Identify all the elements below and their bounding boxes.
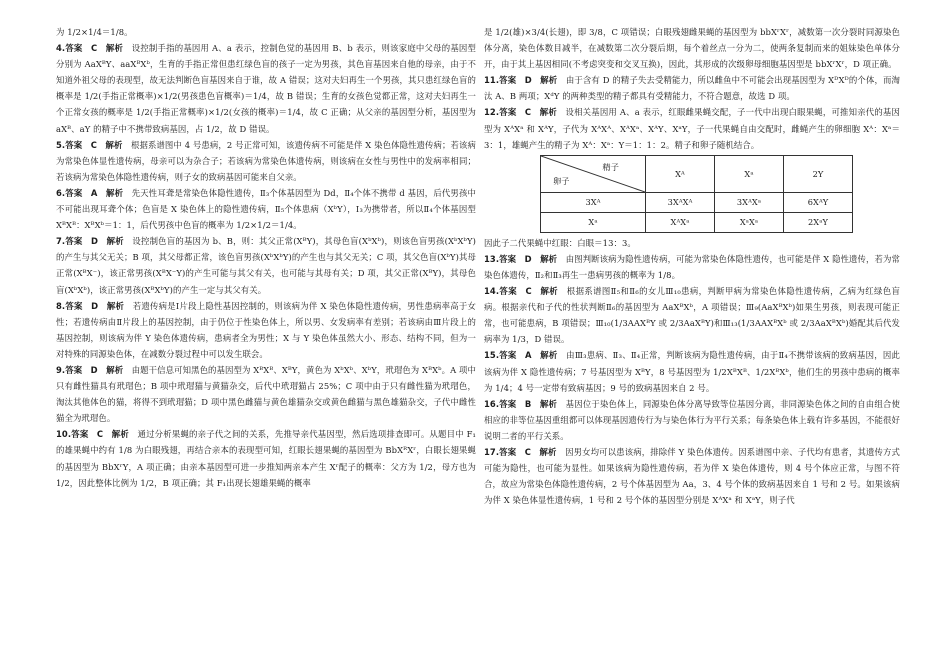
paragraph-text: 由Ⅲ₃患病、Ⅱ₃、Ⅱ₄正常，判断该病为隐性遗传病，由于Ⅱ₄不携带该病的致病基因，因此该病为伴 X 隐性遗传病；7 号基因型为 XᴮY，8 号基因型为 1/2XᴮXᴮ、1/2XᴮXᵇ，他们生的男孩中患病的概率为 1/4；4 号一定带有致病基因；9 号的致病基因来自 2 号。 bbox=[484, 350, 901, 393]
analysis-label: 解析 bbox=[540, 75, 558, 86]
answer-paragraph bbox=[56, 185, 476, 233]
answer-letter: D bbox=[524, 75, 532, 86]
question-number: 16.答案 bbox=[484, 398, 517, 409]
paragraph-text: 是 1/2(雄)×3/4(长翅)，即 3/8，C 项错误；白眼残翅雌果蝇的基因型为 bbXʳXʳ，减数第一次分裂时同源染色体分离，染色体数目减半，在减数第二次分裂后期，每个着丝点一分为二，使两条复制而来的姐妹染色单体分开，由于其上基因相同(不考虑突变和交叉互换)，因此，其形成的次级卵母细胞基因型是 bbXʳXʳ，D 项正确。 bbox=[484, 27, 900, 70]
answer-paragraph bbox=[56, 24, 476, 40]
table-cell: 3XᴬXᴬ bbox=[646, 192, 715, 212]
answer-paragraph bbox=[484, 444, 900, 508]
col-header: Xᴬ bbox=[646, 155, 715, 192]
question-number: 14.答案 bbox=[484, 286, 517, 297]
answer-letter: D bbox=[90, 236, 99, 247]
question-number: 4.答案 bbox=[56, 43, 83, 54]
table-row bbox=[541, 212, 853, 232]
answer-paragraph bbox=[56, 298, 476, 362]
analysis-label: 解析 bbox=[105, 43, 124, 54]
question-number: 13.答案 bbox=[484, 253, 517, 264]
analysis-label: 解析 bbox=[105, 187, 124, 198]
analysis-label: 解析 bbox=[539, 446, 557, 457]
paragraph-text: 因此子二代果蝇中红眼：白眼＝13：3。 bbox=[484, 237, 636, 248]
analysis-label: 解析 bbox=[540, 253, 558, 264]
question-number: 8.答案 bbox=[56, 300, 83, 311]
analysis-label: 解析 bbox=[105, 139, 123, 150]
corner-sperm-label: 精子 bbox=[602, 161, 619, 172]
answer-letter: C bbox=[524, 107, 532, 118]
question-number: 12.答案 bbox=[484, 107, 517, 118]
answer-paragraph bbox=[484, 251, 900, 283]
left-column bbox=[56, 24, 476, 491]
answer-paragraph bbox=[56, 137, 476, 185]
paragraph-text: 因男女均可以患该病，排除伴 Y 染色体遗传。因系谱图中亲、子代均有患者，其遗传方式可能为隐性，也可能为显性。如果该病为隐性遗传病，若为伴 X 染色体遗传，则 4 号个体应正常，与图不符合，故应为常染色体隐性遗传病，2 号个体基因型为 Aa，3、4 号个体的致病基因来自 1 号和 2 号。如果该病为伴 X 染色体显性遗传病，1 号和 2 号个体的基因型分别是 XᴬXᵃ 和 XᵃY，则子代 bbox=[484, 446, 901, 506]
punnett-corner bbox=[541, 155, 646, 192]
table-cell: 3XᴬXᵃ bbox=[715, 192, 784, 212]
answer-letter: C bbox=[96, 429, 104, 440]
question-number: 6.答案 bbox=[56, 187, 83, 198]
paragraph-text: 通过分析果蝇的亲子代之间的关系，先推导亲代基因型，然后选项排查即可。从题目中 F₁的雄果蝇中约有 1/8 为白眼残翅，再结合亲本的表现型可知，红眼长翅果蝇的基因型为 BbXᴿXʳ，白眼长翅果蝇的基因型为 BbXʳY，A 项正确；由亲本基因型可进一步推知两亲本产生 Xʳ配子的概率：父方为 1/2，母方也为 1/2，因此整体比例为 1/2，B 项正确；其 F₁出现长翅雄果蝇的概率 bbox=[56, 429, 476, 488]
paragraph-text: 设控制手指的基因用 A、a 表示，控制色觉的基因用 B、b 表示，则该家庭中父母的基因型分别为 AaXᴮY、aaXᴮXᵇ，生育的手指正常但患红绿色盲的孩子一定为男孩，其色盲基因来自他的母亲，由于不知道外祖父母的表现型，故无法判断色盲基因来自于谁，故 A 错误；这对夫妇再生一个男孩，其只患红绿色盲的概率是 1/2(手指正常概率)×1/2(男孩患色盲概率)＝1/4，故 B 错误；生育的女孩色觉都正常，这对夫妇再生一个正常女孩的概率是 1/2(手指正常概率)×1/2(女孩的概率)＝1/4，故 C 正确；从父亲的基因型分析，基因型为 aXᴮ、aY 的精子中不携带致病基因，占 1/2，故 D 错误。 bbox=[56, 43, 477, 134]
col-header: 2Y bbox=[784, 155, 853, 192]
answer-letter: A bbox=[525, 350, 532, 361]
row-header: Xᵃ bbox=[541, 212, 646, 232]
corner-egg-label: 卵子 bbox=[553, 175, 570, 186]
answer-letter: D bbox=[91, 300, 99, 311]
answer-letter: D bbox=[90, 364, 98, 375]
analysis-label: 解析 bbox=[106, 364, 124, 375]
answer-paragraph bbox=[484, 235, 900, 251]
row-header: 3Xᴬ bbox=[541, 192, 646, 212]
table-cell: 2XᵃY bbox=[784, 212, 853, 232]
answer-paragraph bbox=[56, 233, 476, 297]
paragraph-text: 先天性耳聋是常染色体隐性遗传，Ⅱ₃个体基因型为 Dd，Ⅱ₄个体不携带 d 基因，后代男孩中不可能出现耳聋个体；色盲是 X 染色体上的隐性遗传病，Ⅱ₅个体患病（XᵇY），Ⅰ₃为携带者，所以Ⅱ₄个体基因型 XᴮXᴮ：XᴮXᵇ＝1：1，后代男孩中色盲的概率为 1/2×1/2＝1/4。 bbox=[56, 187, 476, 231]
paragraph-text: 为 1/2×1/4＝1/8。 bbox=[56, 27, 133, 37]
paragraph-text: 根据系谱图中 4 号患病，2 号正常可知，该遗传病不可能是伴 X 染色体隐性遗传病；若该病为常染色体显性遗传病，母亲可以为杂合子；若该病为常染色体遗传病，则该病在女性与男性中的发病率相同；若该病为常染色体隐性遗传病，则子女的致病基因可能来自父亲。 bbox=[56, 139, 476, 182]
answer-letter: A bbox=[90, 187, 98, 198]
paragraph-text: 设控制色盲的基因为 b、B，则：其父正常(XᴮY)，其母色盲(XᵇXᵇ)，则该色盲男孩(XᵇXᵇY)的产生与其父无关；B 项，其父母都正常，该色盲男孩(XᵇXᵇY)的产生也与其父无关；C 项，其父色盲(XᵇY)其母正常(XᴮX⁻)，该正常男孩(XᴮX⁻Y)的产生可能与其父有关，也可能与其母有关；D 项，其父正常(XᴮY)，其母色盲(XᵇXᵇ)，该正常男孩(XᴮXᵇY)的产生一定与其父有关。 bbox=[56, 236, 476, 295]
question-number: 11.答案 bbox=[484, 75, 517, 86]
analysis-label: 解析 bbox=[539, 398, 558, 409]
answer-paragraph bbox=[484, 104, 900, 152]
answer-letter: C bbox=[525, 286, 532, 297]
question-number: 7.答案 bbox=[56, 236, 83, 247]
punnett-square bbox=[540, 155, 853, 233]
answer-letter: C bbox=[90, 139, 97, 150]
table-cell: XᵃXᵃ bbox=[715, 212, 784, 232]
answer-letter: C bbox=[524, 446, 531, 457]
analysis-label: 解析 bbox=[540, 350, 558, 361]
answer-paragraph bbox=[484, 24, 900, 72]
analysis-label: 解析 bbox=[111, 429, 129, 440]
right-column-top bbox=[484, 24, 900, 153]
analysis-label: 解析 bbox=[106, 300, 125, 311]
analysis-label: 解析 bbox=[106, 236, 124, 247]
analysis-label: 解析 bbox=[539, 107, 557, 118]
question-number: 10.答案 bbox=[56, 429, 89, 440]
answer-paragraph bbox=[56, 426, 476, 490]
paragraph-text: 设相关基因用 A、a 表示，红眼雌果蝇交配，子一代中出现白眼果蝇，可推知亲代的基因型为 XᴬXᵃ 和 XᴬY，子代为 XᴬXᴬ、XᴬXᵃ、XᴬY、XᵃY，子一代果蝇自由交配时，雌蝇产生的卵细胞 Xᴬ：Xᵃ＝3：1，雄蝇产生的精子为 Xᴬ：Xᵃ：Y＝1：1：2。精子和卵子随机结合。 bbox=[484, 107, 900, 150]
answer-paragraph bbox=[484, 283, 900, 347]
question-number: 15.答案 bbox=[484, 350, 517, 361]
question-number: 5.答案 bbox=[56, 139, 83, 150]
question-number: 9.答案 bbox=[56, 364, 83, 375]
table-row bbox=[541, 192, 853, 212]
question-number: 17.答案 bbox=[484, 446, 517, 457]
answer-paragraph bbox=[484, 72, 900, 104]
answer-paragraph bbox=[484, 396, 900, 444]
right-column bbox=[484, 24, 900, 508]
paragraph-text: 由图判断该病为隐性遗传病，可能为常染色体隐性遗传，也可能是伴 X 隐性遗传，若为常染色体遗传，Ⅱ₂和Ⅱ₃再生一患病男孩的概率为 1/8。 bbox=[484, 253, 900, 280]
paragraph-text: 若遗传病是Ⅰ片段上隐性基因控制的，则该病为伴 X 染色体隐性遗传病，男性患病率高于女性；若遗传病由Ⅱ片段上的基因控制，由于仍位于性染色体上，所以男、女发病率有差别；若该病由Ⅲ片段上的基因控制，则该病为伴 Y 染色体遗传病，患病者全为男性；X 与 Y 染色体虽然大小、形态、结构不同，但为一对特殊的同源染色体，在减数分裂过程中可以发生联会。 bbox=[56, 300, 476, 359]
right-column-bottom bbox=[484, 235, 900, 509]
answer-letter: C bbox=[91, 43, 98, 54]
paragraph-text: 由于含有 D 的精子失去受精能力，所以雌鱼中不可能会出现基因型为 XᴰXᴰ的个体，而淘汰 A、B 两项；XᵈY 的两种类型的精子都具有受精能力，不符合题意，故选 D 项。 bbox=[484, 75, 900, 102]
paragraph-text: 由题干信息可知黑色的基因型为 XᴮXᴮ、XᴮY，黄色为 XᵇXᵇ、XᵇY，玳瑁色为 XᴮXᵇ。A 项中只有雌性猫具有玳瑁色；B 项中玳瑁猫与黄猫杂交，后代中玳瑁猫占 25%；C 项中由于只有雌性猫为玳瑁色，淘汰其他体色的猫，将得不到玳瑁猫；D 项中黑色雌猫与黄色雄猫杂交或黄色雌猫与黑色雄猫杂交，子代中雌性猫全为玳瑁色。 bbox=[56, 364, 476, 424]
paragraph-text: 基因位于染色体上，同源染色体分离导致等位基因分离，非同源染色体之间的自由组合使相应的非等位基因重组都可以体现基因遗传行为与染色体行为平行关系；每条染色体上载有许多基因，不能很好说明二者的平行关系。 bbox=[484, 398, 900, 441]
answer-paragraph bbox=[484, 347, 900, 395]
table-cell: XᴬXᵃ bbox=[646, 212, 715, 232]
answer-paragraph bbox=[56, 40, 476, 137]
answer-letter: B bbox=[524, 398, 532, 409]
table-cell: 6XᴬY bbox=[784, 192, 853, 212]
answer-paragraph bbox=[56, 362, 476, 426]
answer-letter: D bbox=[524, 253, 532, 264]
paragraph-text: 根据系谱图Ⅱ₅和Ⅱ₆的女儿Ⅲ₁₀患病，判断甲病为常染色体隐性遗传病，乙病为红绿色盲病。根据亲代和子代的性状判断Ⅱ₆的基因型为 AaXᴮXᵇ，A 项错误；Ⅲ₉(AaXᴮXᵇ)如果生男孩，则表现可能正常，也可能患病，B 项错误；Ⅲ₁₀(1/3AAXᴮY 或 2/3AaXᴮY)和Ⅲ₁₃(1/3AAXᴮXᵇ 或 2/3AaXᴮXᵇ)婚配其后代发病率为 1/3，D 错误。 bbox=[484, 286, 900, 345]
col-header: Xᵃ bbox=[715, 155, 784, 192]
analysis-label: 解析 bbox=[540, 286, 559, 297]
